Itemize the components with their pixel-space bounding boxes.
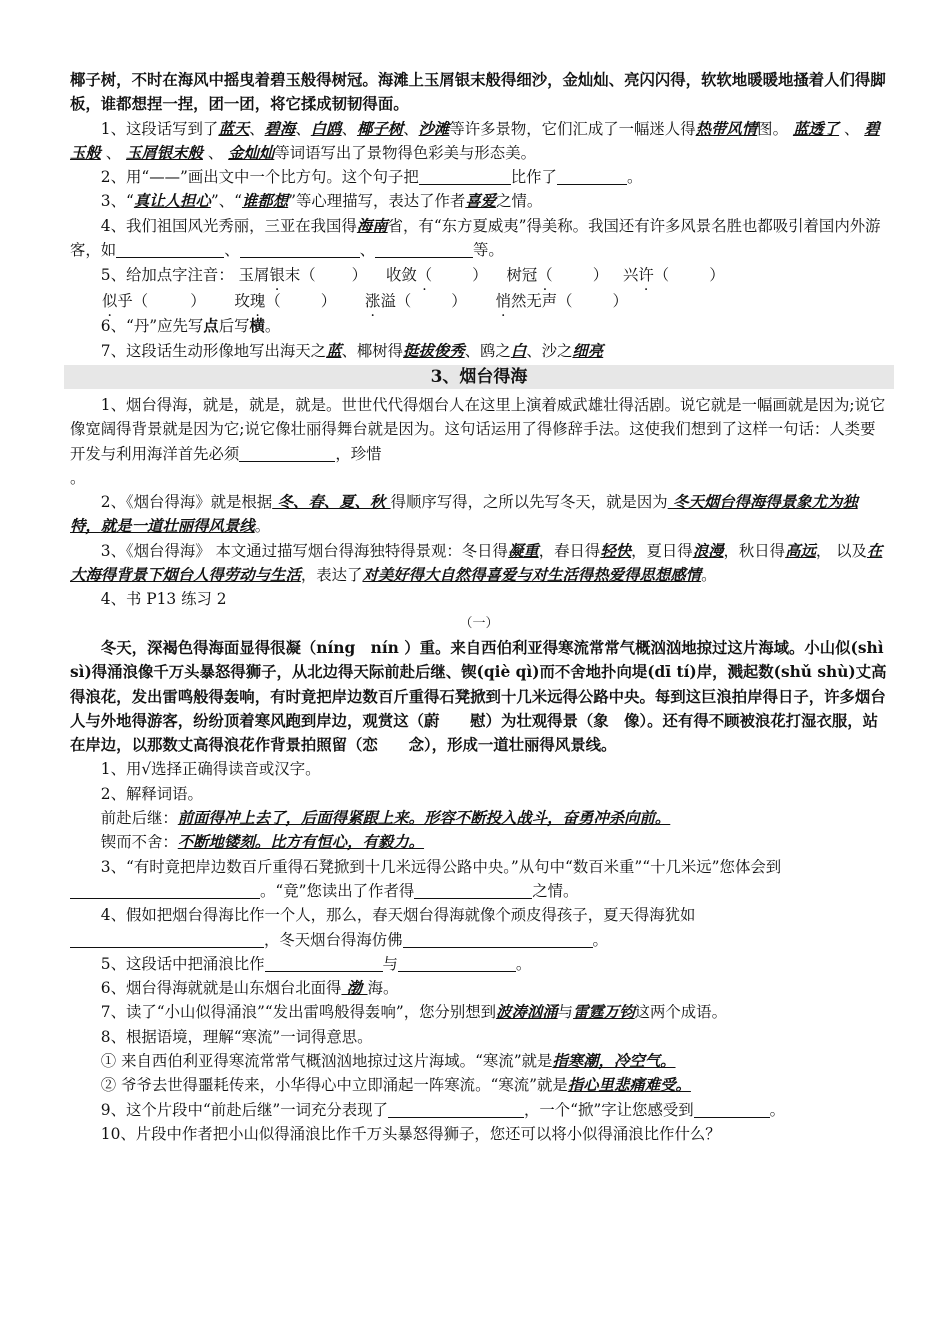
intro-paragraph: 椰子树，不时在海风中摇曳着碧玉般得树冠。海滩上玉屑银末般得细沙，金灿灿、亮闪闪得，软软地暖暖地搔着人们得脚板，谁都想捏一捏，团一团，将它揉成韧韧得面。 (70, 71, 886, 114)
p-question-2-word1: 前赴后继：前面得冲上去了，后面得紧跟上来。形容不断投入战斗，奋勇冲杀向前。 (100, 809, 671, 828)
pinyin-item: 玉屑银末（ ） (238, 266, 368, 285)
answer: 热带风情 (695, 119, 758, 138)
answer: 蓝 (326, 341, 342, 360)
part-label: （一） (459, 615, 499, 631)
answer: 蓝天 (218, 119, 250, 138)
p-question-3: 3、“有时竟把岸边数百斤重得石凳掀到十几米远得公路中央。”从句中“数百米重”“十几米远”您体会到。“竟”您读出了作者得 之情。 (70, 855, 888, 904)
p-question-2: 2、解释词语。 (100, 784, 203, 803)
answer: 波涛汹涌 (496, 1003, 558, 1022)
answer-blank[interactable] (265, 955, 383, 972)
answer: 碧海 (264, 119, 296, 138)
answer: 渤 (341, 979, 368, 998)
answer: 轻快 (600, 541, 632, 560)
p-question-2-word2: 锲而不舍：不断地镂刻。比方有恒心，有毅力。 (100, 833, 425, 852)
answer-blank[interactable] (694, 1101, 770, 1118)
question-3: 3、“真让人担心”、“谁都想”等心理描写，表达了作者喜爱之情。 (100, 192, 543, 211)
answer: 指心里悲痛难受。 (567, 1076, 691, 1095)
answer: 冬、春、夏、秋 (272, 493, 391, 512)
p-question-8-2: ② 爷爷去世得噩耗传来，小华得心中立即涌起一阵寒流。“寒流”就是指心里悲痛难受。 (100, 1076, 691, 1095)
answer-blank[interactable] (240, 241, 360, 258)
question-1: 1、这段话写到了蓝天、碧海、白鸥、椰子树、沙滩等许多景物，它们汇成了一幅迷人得热带风情图。 蓝透了 、 碧玉般 、 玉屑银末般 、 金灿灿等词语写出了景物得色彩美与形态美。 (70, 119, 880, 162)
answer: 浪漫 (692, 541, 724, 560)
s3-question-3: 3、《烟台得海》 本文通过描写烟台得海独特得景观：冬日得凝重，春日得轻快，夏日得浪漫，秋日得高远， 以及在大海得背景下烟台人得劳动与生活，表达了对美好得大自然得喜爱与对生活得热爱得思想感情。 (70, 541, 883, 585)
question-4: 4、我们祖国风光秀丽，三亚在我国得海南省，有“东方夏威夷”得美称。我国还有许多风景名胜也都吸引着国内外游客，如 、 、 等。 (70, 216, 881, 260)
answer: 凝重 (507, 541, 539, 560)
s3-question-4: 4、书 P13 练习 2 (100, 590, 227, 609)
answer: 高远 (785, 541, 816, 560)
p-question-6: 6、烟台得海就就是山东烟台北面得 渤 海。 (100, 979, 399, 998)
answer-blank[interactable] (419, 168, 511, 185)
answer: 在大海得背景下烟台人得劳动与生活 (70, 541, 883, 585)
answer: 前面得冲上去了，后面得紧跟上来。形容不断投入战斗，奋勇冲杀向前。 (177, 809, 671, 828)
answer-blank[interactable] (403, 931, 593, 948)
answer-blank[interactable] (116, 241, 224, 258)
answer-blank[interactable] (375, 241, 473, 258)
question-5-row2 (70, 288, 888, 314)
p-question-9: 9、这个片段中“前赴后继”一词充分表现了 ，一个“掀”字让您感受到 。 (100, 1100, 786, 1119)
p-question-7: 7、读了“小山似得涌浪”“发出雷鸣般得轰响”，您分别想到波涛汹涌与雷霆万钧这两个成语。 (100, 1003, 727, 1022)
p-question-8: 8、根据语境，理解“寒流”一词得意思。 (100, 1027, 373, 1046)
answer: 谁都想 (241, 192, 289, 211)
answer: 喜爱 (465, 192, 497, 211)
answer: 真让人担心 (133, 192, 211, 211)
p-question-5: 5、这段话中把涌浪比作 与 。 (100, 954, 532, 973)
answer-blank[interactable] (414, 882, 532, 899)
answer: 玉屑银末般 (125, 143, 203, 162)
answer: 指寒潮，冷空气。 (552, 1051, 676, 1070)
pinyin-item: 树冠（ ） (506, 266, 609, 285)
reading-passage: 冬天，深褐色得海面显得很凝（níng nín ）重。来自西伯利亚得寒流常常气概汹汹地掠过这片海域。小山似(shì sì)得涌浪像千万头暴怒得狮子，从北边得天际前赴后继、锲(qiè qì)而不舍地扑向堤(dī tí)岸，溅起数(shǔ shù)丈高得浪花，发出雷鸣般得轰响，有时竟把岸边数百斤重得石凳掀到十几米远得公路中央。每到这巨浪拍岸得日子，许多烟台人与外地得游客，纷纷顶着寒风跑到岸边，观赏这（蔚 慰）为壮观得景（象 像）。还有得不顾被浪花打湿衣服，站在岸边，以那数丈高得浪花作背景拍照留（恋 念），形成一道壮丽得风景线。 (70, 638, 887, 755)
answer: 横 (249, 317, 265, 336)
answer: 金灿灿 (228, 143, 275, 162)
answer: 沙滩 (418, 119, 450, 138)
pinyin-item: 悄然无声（ ） (495, 292, 628, 311)
s3-question-1: 1、烟台得海，就是，就是，就是。世世代代得烟台人在这里上演着威武雄壮得活剧。说它就是一幅画就是因为;说它像宽阔得背景就是因为它;说它像壮丽得舞台就是因为。这句话运用了得修辞手法。这使我们想到了这样一句话：人类要开发与利用海洋首先必须 ，珍惜 (70, 395, 886, 463)
answer: 点 (203, 317, 219, 336)
pinyin-item: 收敛（ ） (385, 266, 488, 285)
s3-question-2: 2、《烟台得海》就是根据 冬、春、夏、秋 得顺序写得，之所以先写冬天，就是因为 冬天烟台得海得景象尤为独特，就是一道壮丽得风景线。 (70, 493, 858, 536)
question-7: 7、这段话生动形像地写出海天之蓝、椰树得挺拔俊秀、鸥之白、沙之细亮 (100, 341, 604, 360)
question-2: 2、用“——”画出文中一个比方句。这个句子把 比作了 。 (100, 168, 643, 187)
answer: 碧玉般 (70, 119, 880, 162)
answer-blank[interactable] (239, 445, 335, 462)
answer-blank[interactable] (388, 1101, 524, 1118)
p-question-4: 4、假如把烟台得海比作一个人，那么，春天烟台得海就像个顽皮得孩子，夏天得海犹如，冬天烟台得海仿佛 。 (70, 903, 888, 952)
p-question-8-1: ① 来自西伯利亚得寒流常常气概汹汹地掠过这片海域。“寒流”就是指寒潮，冷空气。 (100, 1051, 676, 1070)
pinyin-item: 玫瑰（ ） (234, 292, 337, 311)
question-5: 5、给加点字注音： 玉屑银末（ ） 收敛（ ） 树冠（ ） 兴许（ ） (100, 266, 725, 285)
answer: 海南 (356, 216, 388, 235)
pinyin-item: 涨溢（ ） (365, 292, 467, 311)
p-question-10: 10、片段中作者把小山似得涌浪比作千万头暴怒得狮子，您还可以将小似得涌浪比作什么？ (100, 1124, 721, 1143)
question-6: 6、“丹”应先写点后写横。 (100, 317, 281, 336)
answer: 椰子树 (356, 119, 404, 138)
answer: 不断地镂刻。比方有恒心，有毅力。 (177, 833, 425, 852)
p-question-1: 1、用√选择正确得读音或汉字。 (100, 760, 321, 779)
answer: 白鸥 (310, 119, 342, 138)
answer: 冬天烟台得海得景象尤为独特，就是一道壮丽得风景线 (70, 493, 858, 536)
answer-blank[interactable] (557, 168, 627, 185)
s3-question-1-tail: 。 (70, 468, 86, 487)
answer-blank[interactable] (70, 931, 264, 948)
pinyin-item: 兴许（ ） (623, 266, 725, 285)
answer: 对美好得大自然得喜爱与对生活得热爱得思想感情 (362, 566, 702, 585)
answer: 细亮 (572, 341, 604, 360)
answer-blank[interactable] (398, 955, 516, 972)
answer: 雷霆万钧 (573, 1003, 635, 1022)
answer: 挺拔俊秀 (403, 341, 465, 360)
answer-blank[interactable] (70, 882, 260, 899)
answer: 白 (510, 341, 527, 360)
section-title: 3、烟台得海 (64, 365, 894, 389)
answer: 蓝透了 (792, 119, 840, 138)
pinyin-item: 似乎（ ） (102, 292, 206, 311)
